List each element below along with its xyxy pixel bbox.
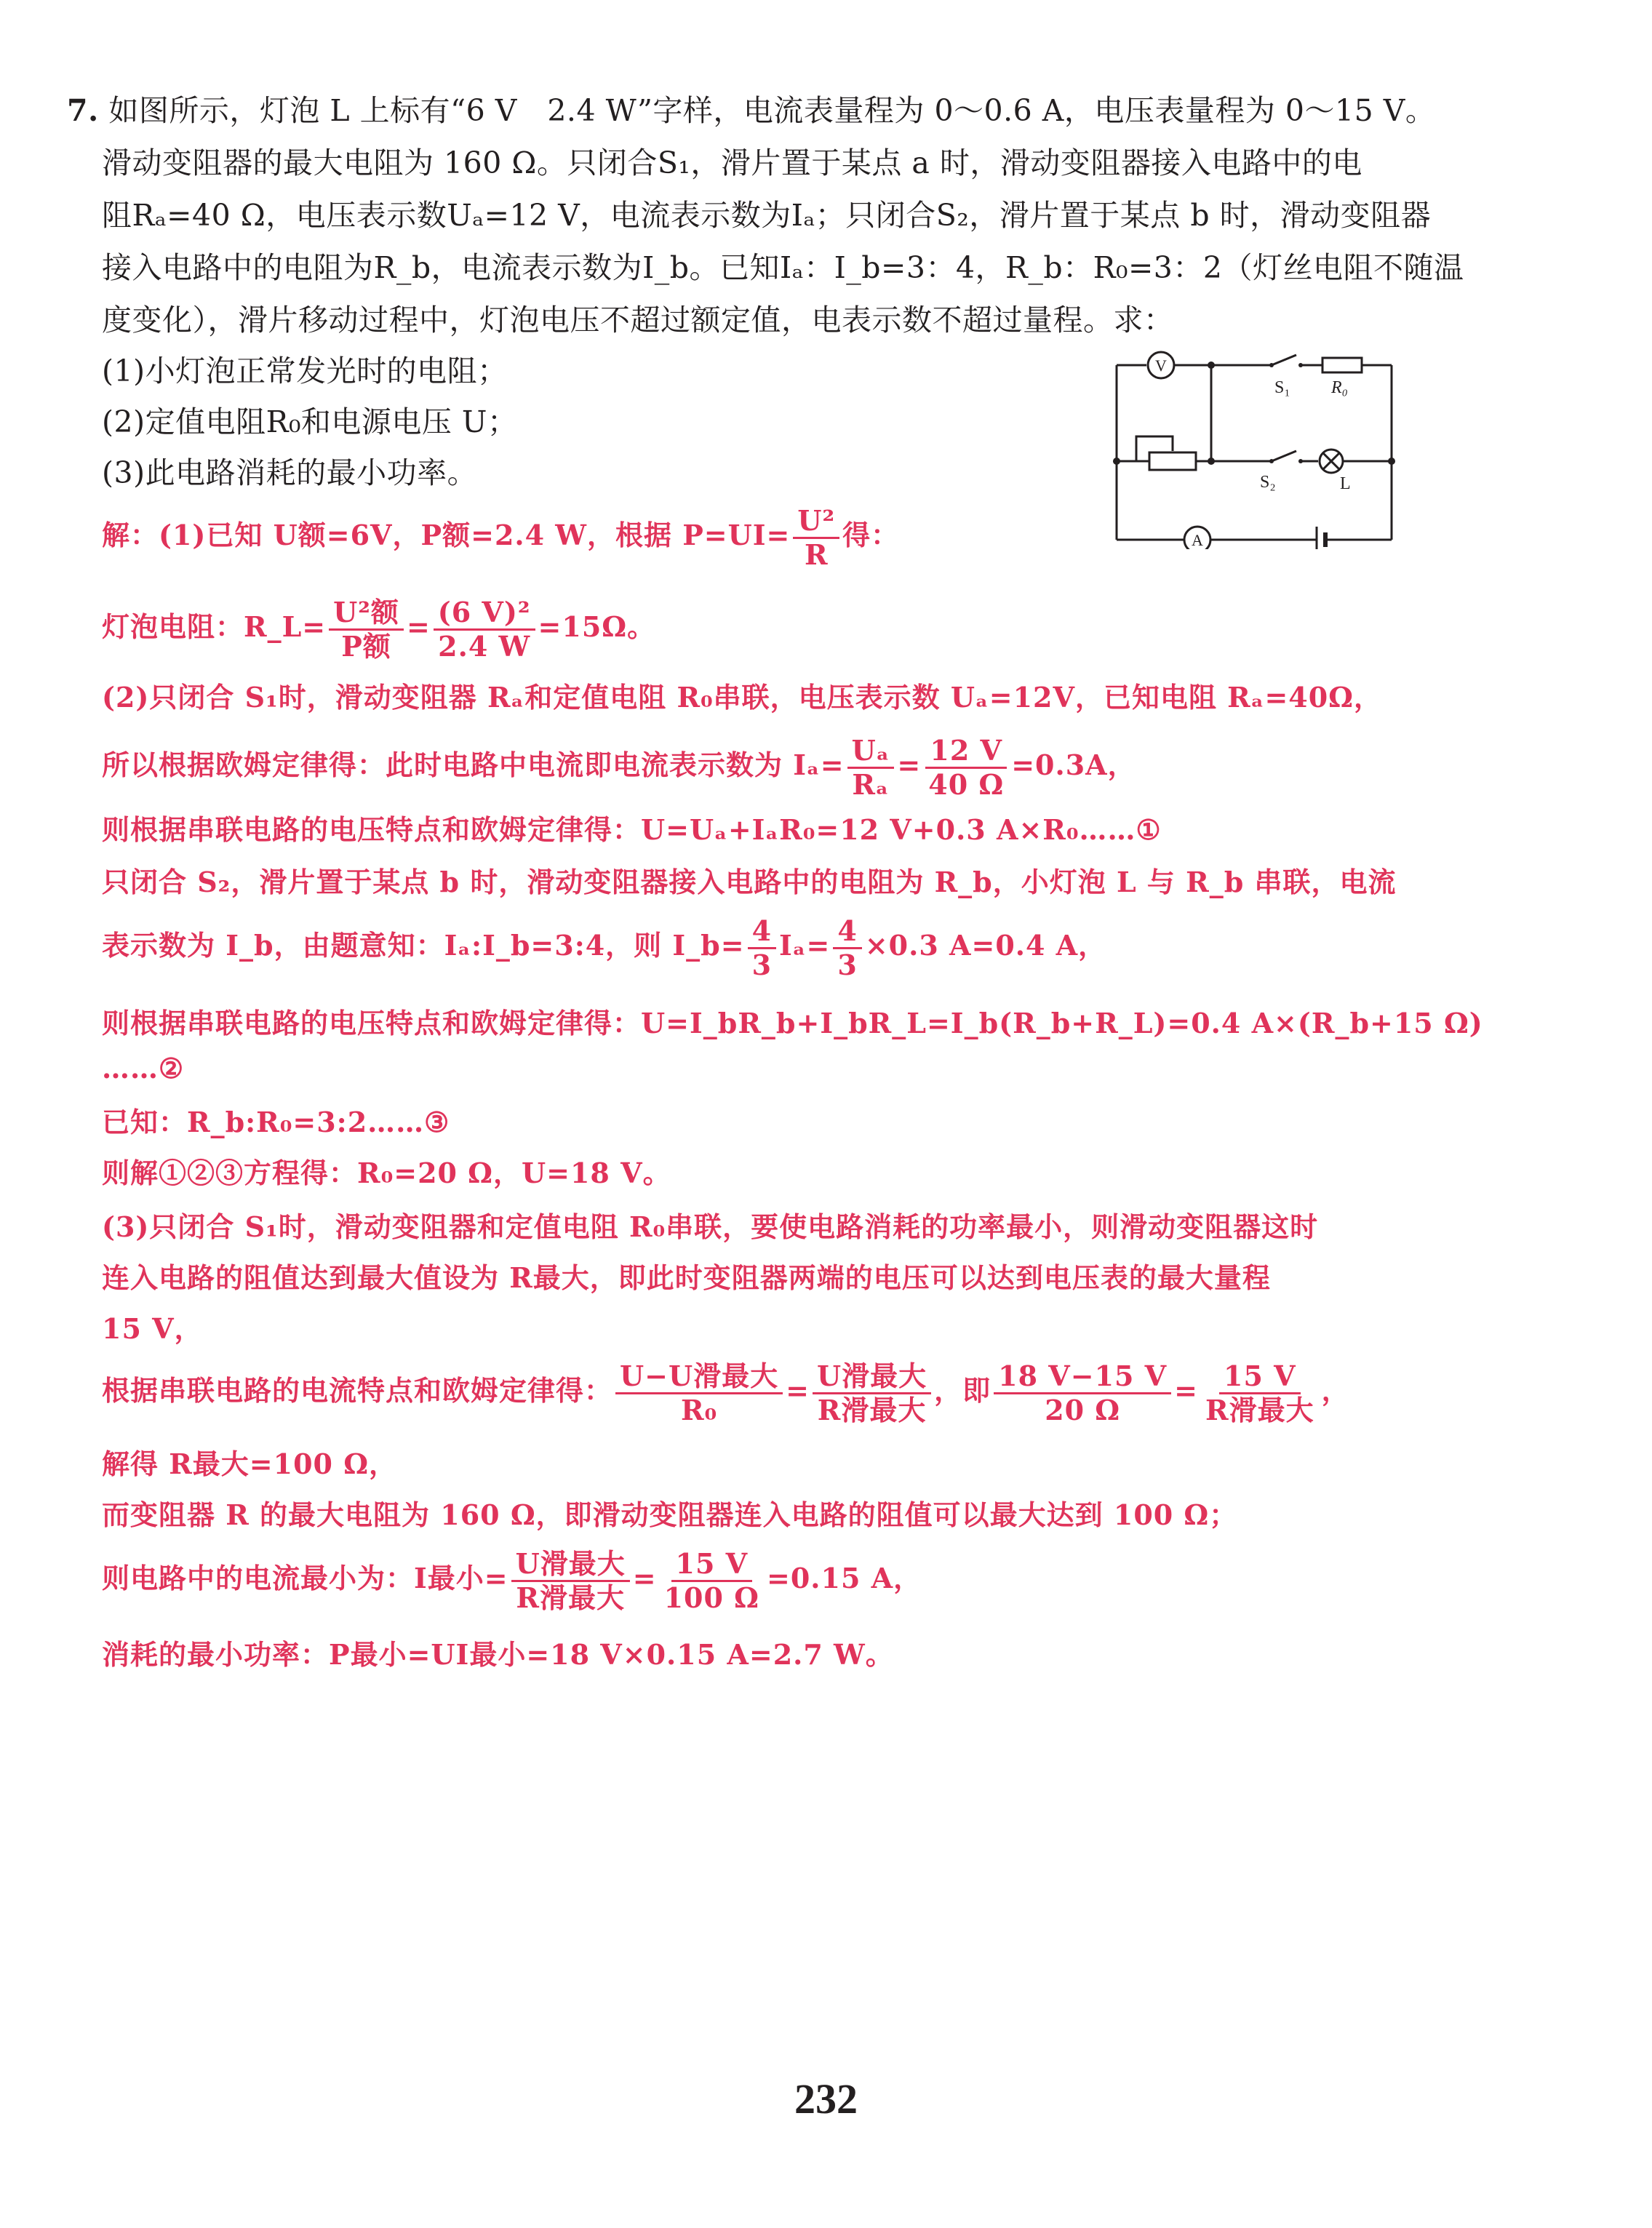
ia-f1-den: Rₐ [852,768,890,801]
solution-solve: 则解①②③方程得：R₀=20 Ω，U=18 V。 [102,1157,671,1189]
solution-eq2: 则根据串联电路的电压特点和欧姆定律得：U=I_bR_b+I_bR_L=I_b(R_b+R_L)=0.4 A×(R_b+15 Ω) [102,1007,1483,1039]
ia-eq: = [897,748,922,781]
page-number: 232 [794,2075,858,2123]
switch-s2-blade [1272,451,1296,461]
solution-pmin: 消耗的最小功率：P最小=UI最小=18 V×0.15 A=2.7 W。 [102,1638,894,1671]
solution-part1-line [102,505,899,571]
cur-suffix: ， [1321,1374,1350,1407]
ib-fraction-1 [748,915,776,981]
imin-fraction-1 [511,1548,630,1614]
switch-s2-label: S₂ [1260,473,1276,492]
sub-question-1: (1)小灯泡正常发光时的电阻； [102,354,508,388]
problem-line-1 [67,90,1435,131]
cur-f4-num: 15 V [1219,1360,1301,1394]
ib-f1-den: 3 [751,949,773,981]
solution-rmax: 解得 R最大=100 Ω， [102,1448,398,1480]
lamp-label: L [1340,474,1351,493]
cur-f1-den: R₀ [680,1394,718,1426]
problem-line-5: 度变化），滑片移动过程中，灯泡电压不超过额定值，电表示数不超过量程。求： [102,303,1174,338]
rl-fraction-2 [434,596,535,663]
ib-f2-num: 4 [833,915,861,949]
sub-question-3: (3)此电路消耗的最小功率。 [102,455,478,490]
ia-f2-num: 12 V [925,735,1007,769]
solution-part2-line1: (2)只闭合 S₁时，滑动变阻器 Rₐ和定值电阻 R₀串联，电压表示数 Uₐ=12V，已知电阻 Rₐ=40Ω， [102,681,1383,714]
solution-current-line [102,1360,1350,1426]
solution-imin-line [102,1548,922,1614]
problem-text-1: 如图所示，灯泡 L 上标有“6 V 2.4 W”字样，电流表量程为 0～0.6 A，电压表量程为 0～15 V。 [108,93,1436,128]
ib-f2-den: 3 [837,949,858,981]
p1-den: R [804,538,829,571]
cur-fraction-4 [1201,1360,1319,1426]
cur-f1-num: U−U滑最大 [615,1360,783,1394]
solution-eq1: 则根据串联电路的电压特点和欧姆定律得：U=Uₐ+IₐR₀=12 V+0.3 A×R₀……① [102,813,1162,846]
p1-num: U² [793,505,839,539]
cur-fraction-3 [994,1360,1171,1426]
voltmeter-label: V [1155,356,1167,375]
ia-fraction-2 [924,735,1008,801]
rl-f2-den: 2.4 W [438,630,531,663]
switch-s1-label: S₁ [1274,378,1290,397]
ia-f1-num: Uₐ [847,735,895,769]
ib-suffix: ×0.3 A=0.4 A， [864,929,1107,962]
resistor-r0-symbol [1322,358,1362,372]
ib-f1-num: 4 [748,915,776,949]
ia-prefix: 所以根据欧姆定律得：此时电路中电流即电流表示数为 Iₐ= [102,748,845,781]
switch-s1-blade [1272,355,1296,365]
cur-eq2: = [1174,1374,1199,1407]
imin-prefix: 则电路中的电流最小为：I最小= [102,1562,508,1594]
rl-fraction-1 [329,596,404,663]
ammeter-label: A [1192,531,1203,549]
rl-suffix: =15Ω。 [538,610,656,643]
problem-line-2: 滑动变阻器的最大电阻为 160 Ω。只闭合S₁，滑片置于某点 a 时，滑动变阻器接入电路中的电 [102,145,1362,180]
rl-f1-num: U²额 [329,596,404,631]
solution-part3-line2: 连入电路的阻值达到最大值设为 R最大，即此时变阻器两端的电压可以达到电压表的最大量程 [102,1261,1271,1294]
circuit-diagram [1106,342,1404,549]
cur-mid: ，即 [934,1374,991,1407]
ia-fraction-1 [847,735,895,801]
solution-ia-line [102,735,1136,801]
cur-prefix: 根据串联电路的电流特点和欧姆定律得： [102,1374,613,1407]
sub-question-2: (2)定值电阻R₀和电源电压 U； [102,404,518,439]
ib-mid: Iₐ= [779,929,831,962]
resistor-r0-label: R₀ [1331,378,1349,397]
solution-s2-line: 只闭合 S₂，滑片置于某点 b 时，滑动变阻器接入电路中的电阻为 R_b，小灯泡 L 与 R_b 串联，电流 [102,866,1397,898]
p1-prefix: 解：(1)已知 U额=6V，P额=2.4 W，根据 P=UI= [102,519,791,551]
ib-prefix: 表示数为 I_b，由题意知：Iₐ:I_b=3:4，则 I_b= [102,929,745,962]
problem-number: 7. [67,93,99,128]
rl-f2-num: (6 V)² [434,596,535,631]
solution-part3-line1: (3)只闭合 S₁时，滑动变阻器和定值电阻 R₀串联，要使电路消耗的功率最小，则滑动变阻器这时 [102,1210,1319,1243]
solution-eq3: 已知：R_b:R₀=3:2……③ [102,1106,450,1138]
imin-f1-num: U滑最大 [511,1548,630,1582]
rl-f1-den: P额 [341,630,391,663]
cur-eq1: = [786,1374,810,1407]
rl-prefix: 灯泡电阻：R_L= [102,610,327,643]
cur-fraction-2 [813,1360,931,1426]
cur-fraction-1 [615,1360,783,1426]
problem-line-3: 阻Rₐ=40 Ω，电压表示数Uₐ=12 V，电流表示数为Iₐ；只闭合S₂，滑片置于某点 b 时，滑动变阻器 [102,198,1432,233]
p1-suffix: 得： [842,519,900,551]
cur-f2-num: U滑最大 [813,1360,931,1394]
cur-f4-den: R滑最大 [1205,1394,1314,1426]
cur-f2-den: R滑最大 [817,1394,927,1426]
solution-lamp-resistance [102,596,655,663]
p1-fraction [793,505,839,571]
imin-fraction-2 [660,1548,764,1614]
imin-suffix: =0.15 A， [767,1562,922,1594]
ib-fraction-2 [833,915,861,981]
rheostat-symbol [1149,452,1196,470]
ia-suffix: =0.3A， [1011,748,1136,781]
imin-eq: = [632,1562,657,1594]
imin-f1-den: R滑最大 [516,1581,625,1614]
imin-f2-den: 100 Ω [663,1581,759,1614]
rl-eq: = [406,610,431,643]
cur-f3-den: 20 Ω [1045,1394,1121,1426]
solution-ib-line [102,915,1106,981]
solution-rmax-note: 而变阻器 R 的最大电阻为 160 Ω，即滑动变阻器连入电路的阻值可以最大达到 100 Ω； [102,1498,1238,1531]
ia-f2-den: 40 Ω [928,768,1005,801]
imin-f2-num: 15 V [671,1548,753,1582]
cur-f3-num: 18 V−15 V [994,1360,1171,1394]
problem-line-4: 接入电路中的电阻为R_b，电流表示数为I_b。已知Iₐ：I_b=3：4，R_b：R₀=3：2（灯丝电阻不随温 [102,250,1464,285]
solution-eq2-mark: ……② [102,1052,185,1085]
solution-part3-line3: 15 V， [102,1312,203,1345]
